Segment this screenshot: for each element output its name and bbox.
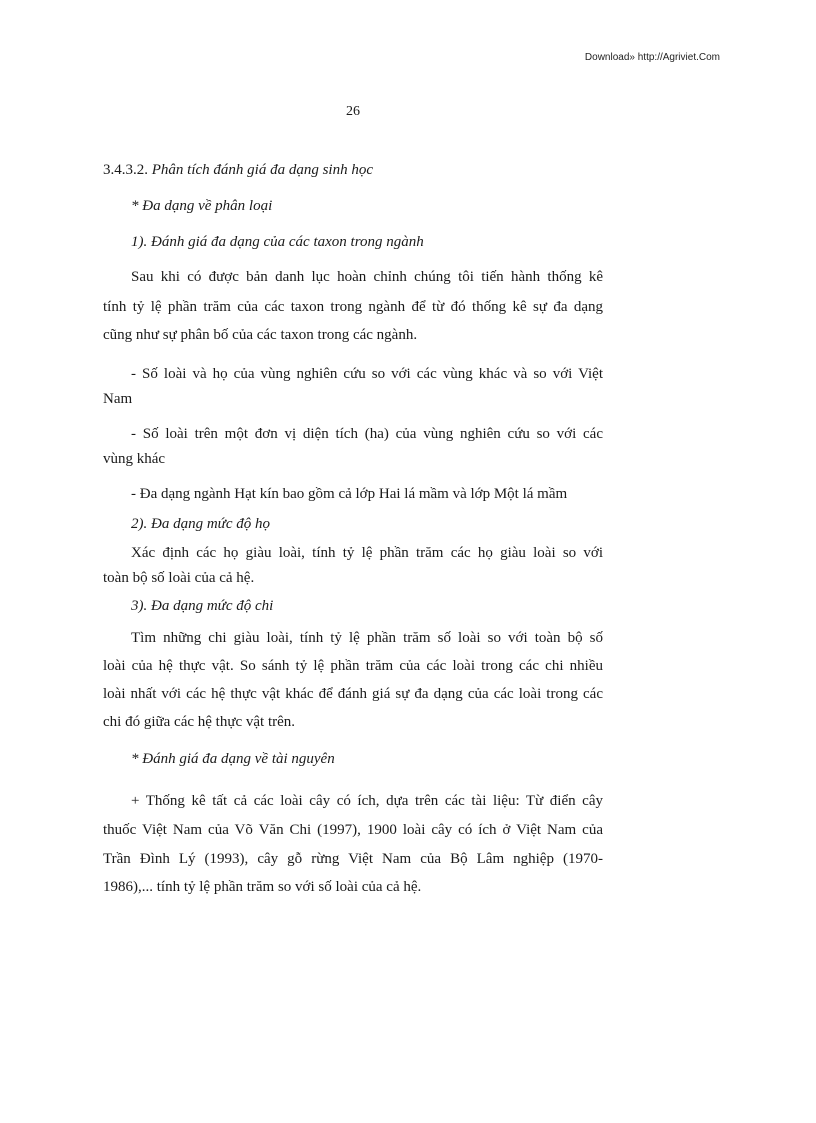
section-number: 3.4.3.2. bbox=[103, 162, 148, 178]
paragraph-line: Sau khi có được bản danh lục hoàn chỉnh chúng tôi tiến hành thống kê bbox=[131, 269, 603, 285]
list-item-continued: Nam bbox=[103, 391, 133, 407]
paragraph-line: thuốc Việt Nam của Võ Văn Chi (1997), 1900 loài cây có ích ở Việt Nam của bbox=[103, 822, 603, 838]
page-number: 26 bbox=[346, 104, 360, 119]
paragraph-line: 1986),... tính tỷ lệ phần trăm so với số loài của cả hệ. bbox=[103, 879, 422, 895]
paragraph-line: loài của hệ thực vật. So sánh tỷ lệ phần trăm của các loài trong các chi nhiều bbox=[103, 658, 603, 674]
paragraph-line: toàn bộ số loài của cả hệ. bbox=[103, 570, 255, 586]
list-item: - Đa dạng ngành Hạt kín bao gồm cả lớp Hai lá mầm và lớp Một lá mầm bbox=[131, 486, 568, 502]
list-item: - Số loài và họ của vùng nghiên cứu so với các vùng khác và so với Việt bbox=[131, 366, 603, 382]
subheading-taxon-diversity: 1). Đánh giá đa dạng của các taxon trong ngành bbox=[131, 234, 424, 250]
paragraph-line: cũng như sự phân bố của các taxon trong các ngành. bbox=[103, 327, 418, 343]
paragraph-line: chi đó giữa các hệ thực vật trên. bbox=[103, 714, 296, 730]
subheading-resource-diversity: * Đánh giá đa dạng về tài nguyên bbox=[131, 751, 335, 767]
subheading-genus-diversity: 3). Đa dạng mức độ chi bbox=[131, 598, 274, 614]
paragraph-line: Trần Đình Lý (1993), cây gỗ rừng Việt Nam của Bộ Lâm nghiệp (1970- bbox=[103, 851, 603, 867]
section-heading bbox=[103, 162, 373, 179]
section-title: Phân tích đánh giá đa dạng sinh học bbox=[151, 162, 373, 178]
list-item-continued: vùng khác bbox=[103, 451, 166, 467]
paragraph-line: tính tỷ lệ phần trăm của các taxon trong ngành để từ đó thống kê sự đa dạng bbox=[103, 299, 603, 315]
paragraph-line: + Thống kê tất cả các loài cây có ích, dựa trên các tài liệu: Từ điển cây bbox=[131, 793, 603, 809]
list-item: - Số loài trên một đơn vị diện tích (ha) của vùng nghiên cứu so với các bbox=[131, 426, 603, 442]
paragraph-line: loài nhất với các hệ thực vật khác để đánh giá sự đa dạng của các loài trong các bbox=[103, 686, 603, 702]
subheading-taxonomy: * Đa dạng về phân loại bbox=[131, 198, 273, 214]
paragraph-line: Xác định các họ giàu loài, tính tỷ lệ phần trăm các họ giàu loài so với bbox=[131, 545, 603, 561]
subheading-family-diversity: 2). Đa dạng mức độ họ bbox=[131, 516, 270, 532]
download-header: Download» http://Agriviet.Com bbox=[584, 52, 720, 63]
paragraph-line: Tìm những chi giàu loài, tính tỷ lệ phần trăm số loài so với toàn bộ số bbox=[131, 630, 603, 646]
